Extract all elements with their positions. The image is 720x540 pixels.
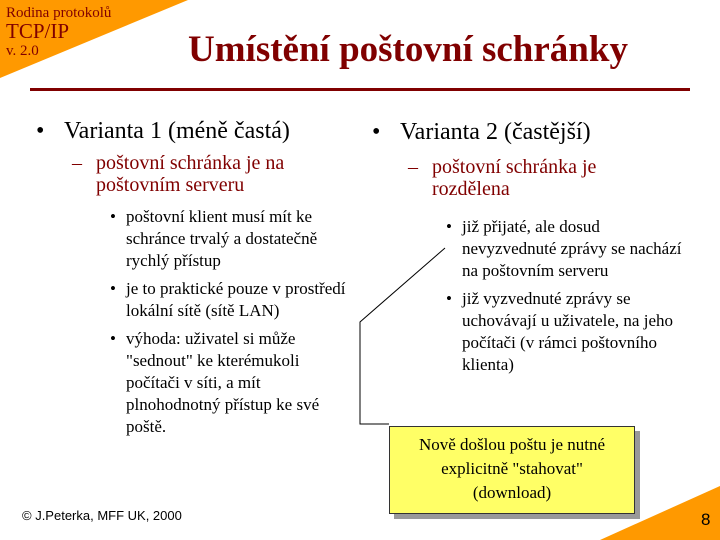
right-sub-text: poštovní schránka je rozdělena (432, 156, 597, 200)
left-heading-text: Varianta 1 (méně častá) (64, 118, 290, 144)
right-point-2: již vyzvednuté zprávy se uchovávají u uživatele, na jeho počítači (v rámci poštovního klienta) (462, 289, 673, 374)
page-number: 8 (701, 510, 711, 529)
callout-line-2: explicitně "stahovat" (441, 459, 583, 478)
footer-copyright: © J.Peterka, MFF UK, 2000 (22, 508, 182, 523)
right-heading-text: Varianta 2 (častější) (400, 119, 591, 145)
bullet-glyph: • (110, 207, 116, 226)
dash-glyph: – (408, 156, 418, 178)
bullet-glyph: • (110, 329, 116, 348)
slide-title: Umístění poštovní schránky (188, 29, 628, 70)
series-version: v. 2.0 (6, 43, 39, 59)
callout-line-3: (download) (472, 483, 552, 502)
bullet-glyph: • (446, 289, 452, 308)
left-sub-text: poštovní schránka je na poštovním serveru (96, 152, 285, 196)
bullet-glyph: • (446, 217, 452, 236)
left-point-3: výhoda: uživatel si může "sednout" ke kterémukoli počítači v síti, a mít plnohodnotný přístup ke své poště. (126, 329, 320, 436)
bullet-glyph: • (110, 279, 116, 298)
series-protocol: TCP/IP (6, 19, 70, 43)
left-point-2: je to praktické pouze v prostředí lokální sítě (sítě LAN) (126, 279, 346, 320)
bullet-glyph: • (372, 119, 381, 145)
series-name: Rodina protokolů (6, 5, 112, 21)
callout-line-1: Nově došlou poštu je nutné (418, 435, 606, 454)
bullet-glyph: • (36, 118, 45, 144)
left-point-1: poštovní klient musí mít ke schránce trvalý a dostatečně rychlý přístup (126, 207, 318, 270)
download-callout (389, 426, 635, 514)
right-point-1: již přijaté, ale dosud nevyzvednuté zprávy se nachází na poštovním serveru (462, 217, 682, 280)
dash-glyph: – (72, 152, 82, 174)
